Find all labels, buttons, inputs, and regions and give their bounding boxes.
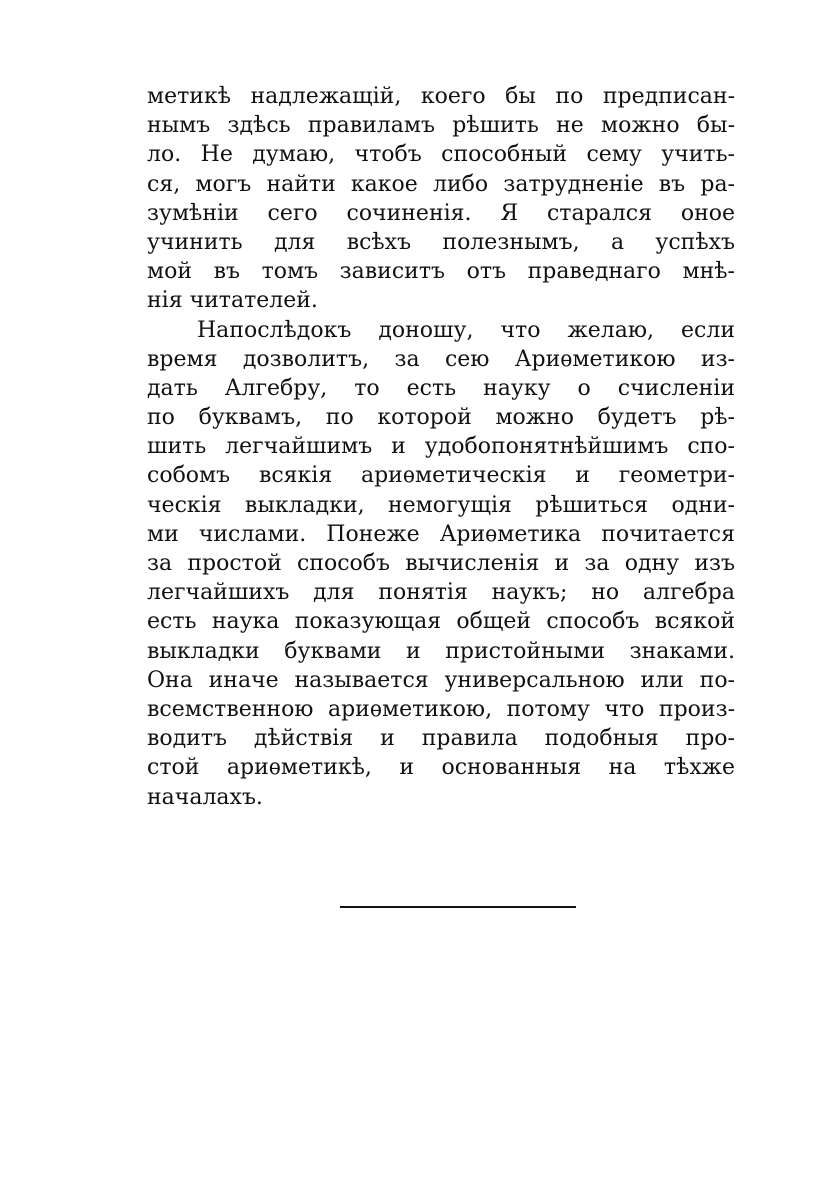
text-line: началахъ. (147, 784, 263, 810)
body-text (147, 82, 735, 812)
text-line: учинить для всѣхъ полезнымъ, а успѣхъ (147, 229, 735, 255)
text-line: ло. Не думаю, чтобъ способный сему учить- (147, 142, 735, 168)
text-line: есть наука показующая общей способъ всякой (147, 609, 735, 635)
text-line: по буквамъ, по которой можно будетъ рѣ- (147, 405, 735, 431)
text-line: водитъ дѣйствія и правила подобныя про- (147, 726, 735, 752)
text-line: легчайшихъ для понятія наукъ; но алгебра (147, 580, 735, 606)
text-line: стой ариѳметикѣ, и основанныя на тѣхже (147, 755, 735, 781)
text-line: Напослѣдокъ доношу, что желаю, если (197, 317, 735, 343)
section-divider-rule (340, 906, 576, 908)
text-line: время дозволитъ, за сею Ариѳметикою из- (147, 346, 735, 372)
text-line: за простой способъ вычисленія и за одну изъ (147, 551, 735, 576)
text-line: шить легчайшимъ и удобопонятнѣйшимъ спо- (147, 434, 735, 460)
text-line: нымъ здѣсь правиламъ рѣшить не можно бы- (147, 113, 735, 139)
text-line: Она иначе называется универсальною или по- (147, 667, 735, 693)
text-line: дать Алгебру, то есть науку о счисленіи (147, 375, 735, 401)
text-line: ся, могъ найти какое либо затрудненіе въ ра- (147, 171, 735, 197)
text-line: ческія выкладки, немогущія рѣшиться одни- (147, 492, 735, 518)
text-line: ми числами. Понеже Ариѳметика почитается (147, 521, 735, 547)
text-line: всемственною ариѳметикою, потому что произ- (147, 696, 735, 722)
text-line: мой въ томъ зависитъ отъ праведнаго мнѣ- (147, 259, 735, 285)
text-line: собомъ всякія ариѳметическія и геометри- (147, 463, 735, 489)
text-line: метикѣ надлежащій, коего бы по предписан- (147, 84, 735, 109)
text-line: выкладки буквами и пристойными знаками. (147, 638, 735, 664)
text-line: зумѣніи сего сочиненія. Я старался оное (147, 200, 735, 226)
text-line: нія читателей. (147, 288, 318, 314)
